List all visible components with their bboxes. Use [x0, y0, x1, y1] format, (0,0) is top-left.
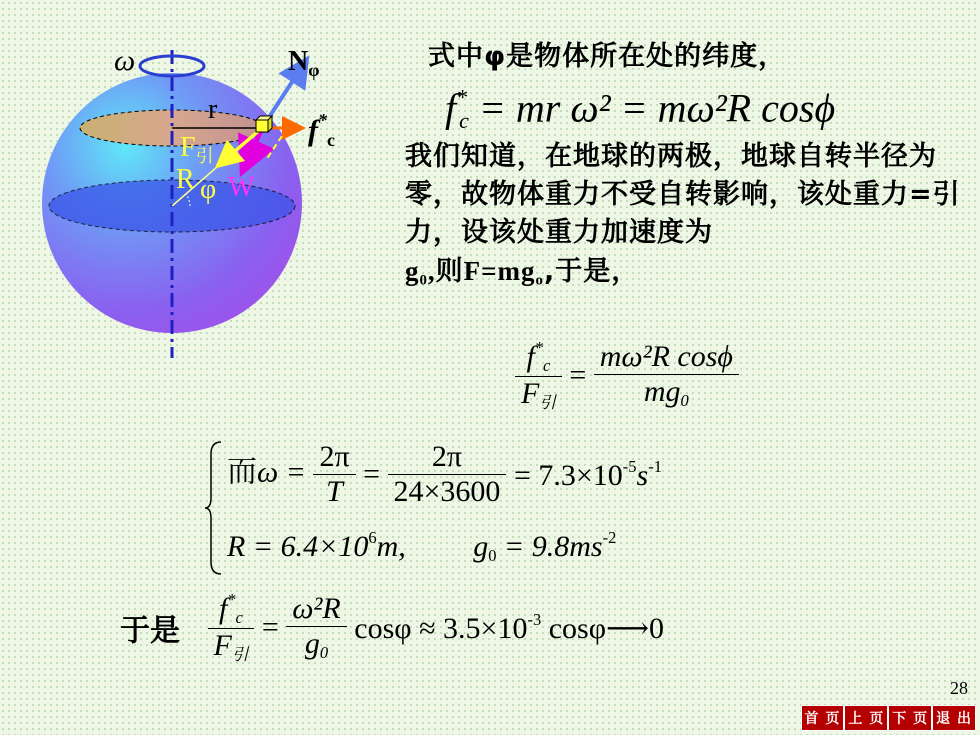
prev-page-button[interactable]: 上 页: [844, 705, 888, 731]
earth-diagram: [30, 40, 335, 370]
object-cube: [256, 116, 272, 132]
equation-centrifugal: $f^*_c$ = mr ω² = mω²R cosϕ: [445, 84, 836, 134]
exit-button[interactable]: 退 出: [932, 705, 976, 731]
first-page-button[interactable]: 首 页: [801, 705, 845, 731]
f-yin-label: $F_引$: [180, 132, 214, 167]
R-label: R: [176, 164, 195, 195]
phi-label: φ: [200, 174, 217, 205]
w-label: W: [228, 172, 255, 203]
page-number: 28: [950, 678, 968, 698]
omega-label: ω: [114, 44, 136, 77]
equation-result: 于是 $\frac{f^*_c}{F_引}$ = $\frac{\text{ω²R}}{g_0}$ $\cos\varphi \approx 3.5\times 10^{-3}$ cosφ⟶0: [120, 590, 665, 665]
fc-label: $f^*_c$: [308, 110, 335, 150]
nav-bar: [801, 705, 977, 731]
equation-ratio: $\frac{f^*_c}{F_引}$ = $\frac{\text{mω²R cosϕ}}{mg_0}$: [515, 338, 739, 413]
r-label: r: [208, 94, 218, 125]
heading: 式中φ是物体所在处的纬度，: [428, 41, 787, 72]
n-label: $N_\varphi$: [288, 46, 320, 80]
explanation-paragraph: 我们知道，在地球的两极，地球自转半径为零，故物体重力不受自转影响，该处重力=引力，设该处重力加速度为 $g_0$,则$F=mg_o$,于是，: [405, 141, 961, 289]
next-page-button[interactable]: 下 页: [888, 705, 932, 731]
